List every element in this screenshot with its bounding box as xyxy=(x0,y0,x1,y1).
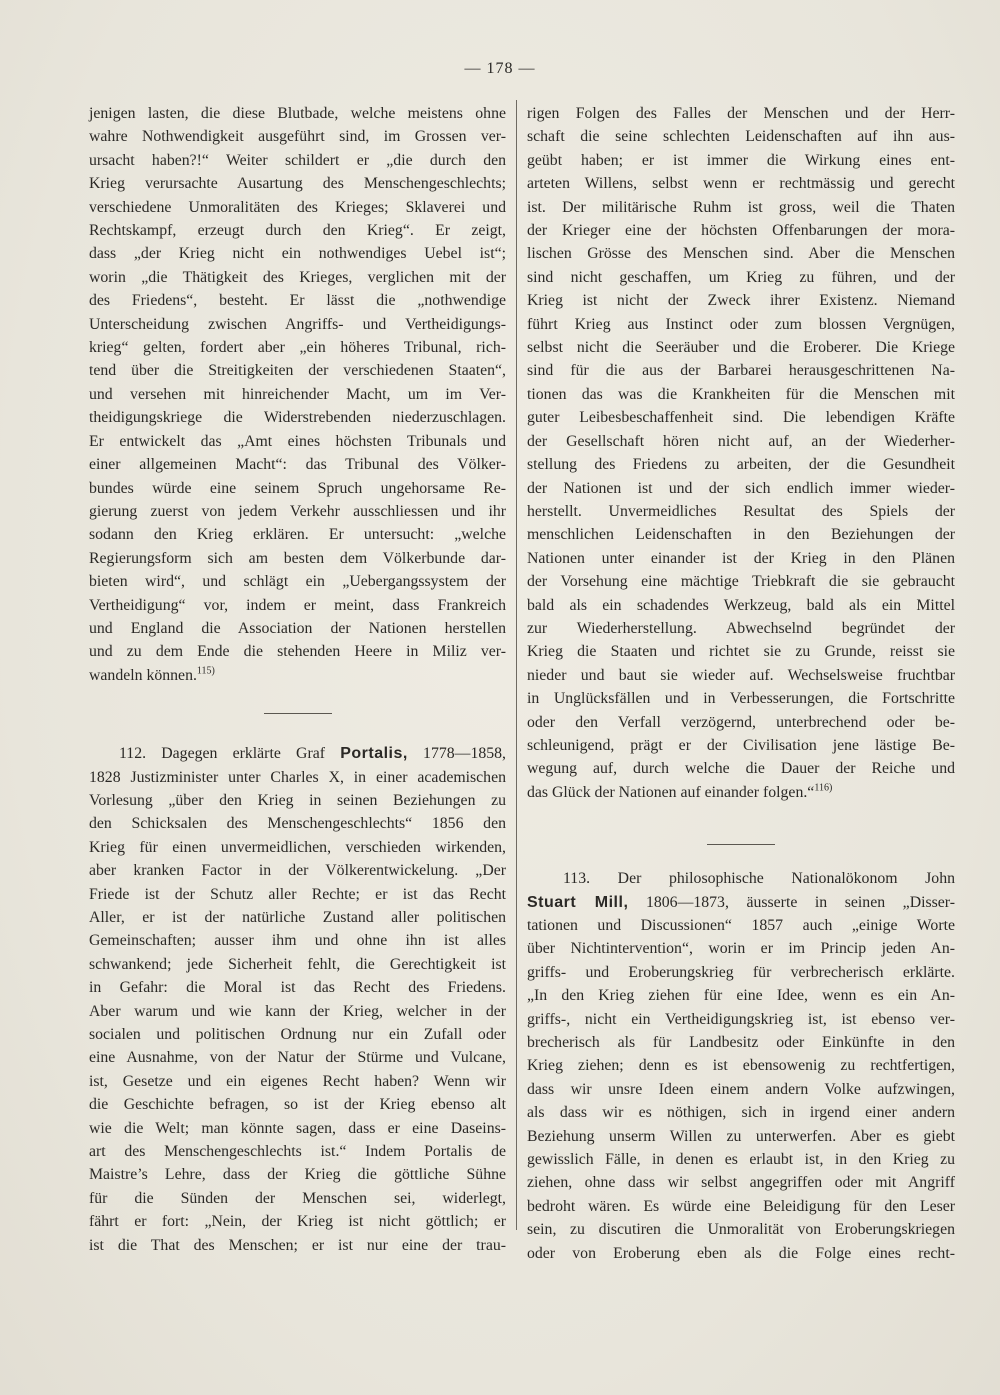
text-line: des Friedens“, besteht. Er lässt die „nothwendige xyxy=(89,292,506,310)
paragraph-112 xyxy=(89,766,506,1258)
text-line: Krieg ziehen; denn es ist ebensowenig zu rechtfertigen, xyxy=(527,1057,955,1075)
text-line: nieder und baut sie wieder auf. Wechselsweise fruchtbar xyxy=(527,666,955,684)
text-line: führt Krieg aus Instinct oder zum blossen Vergnügen, xyxy=(527,315,955,333)
text-line: krieg“ gelten, fordert aber „ein höheres Tribunal, rich- xyxy=(89,339,506,357)
text-line: Krieg für einen unvermeidlichen, verschieden wirkenden, xyxy=(89,838,506,856)
line-text: 1806—1873, äusserte in seinen „Disser- xyxy=(628,893,955,911)
text-line: Krieg verursachte Ausartung des Menschengeschlechts; xyxy=(89,175,506,193)
text-line: Vertheidigung“ vor, indem er meint, dass Frankreich xyxy=(89,596,506,614)
text-line: als dass wir es nöthigen, sich in irgend einer andern xyxy=(527,1104,955,1122)
text-line: wahre Nothwendigkeit ausgeführt sind, im Grossen ver- xyxy=(89,128,506,146)
text-line: Maistre’s Lehre, dass der Krieg die göttliche Sühne xyxy=(89,1166,506,1184)
person-name-portalis: Portalis, xyxy=(340,745,408,763)
text-line: theidigungskriege die Widerstrebenden niederzuschlagen. xyxy=(89,409,506,427)
text-line: schwankend; jede Sicherheit fehlt, die Gerechtigkeit ist xyxy=(89,955,506,973)
text-line: tionen das was die Krankheiten für die Menschen mit xyxy=(527,385,955,403)
text-line: „In den Krieg ziehen für eine Idee, wenn es ein An- xyxy=(527,987,955,1005)
text-line: ist, Gesetze und ein eigenes Recht haben? Wenn wir xyxy=(89,1072,506,1090)
person-name-stuart-mill: Stuart Mill, xyxy=(527,893,629,911)
text-line: bieten wird“, und schlägt ein „Uebergangssystem der xyxy=(89,573,506,591)
text-line: über Nichtintervention“, worin er im Princip jeden An- xyxy=(527,940,955,958)
text-line: gewisslich Fälle, in denen es erlaubt ist, in den Krieg zu xyxy=(527,1151,955,1169)
text-line: geübt haben; er ist immer die Wirkung eines ent- xyxy=(527,151,955,169)
section-divider xyxy=(707,844,775,845)
text-line xyxy=(527,781,955,804)
text-line xyxy=(527,891,955,914)
text-line: tationen und Discussionen“ 1857 auch „einige Worte xyxy=(527,917,955,934)
text-line: art des Menschengeschlechts ist.“ Indem Portalis de xyxy=(89,1143,506,1161)
page-number: — 178 — xyxy=(464,60,536,77)
paragraph-113-heading-line: 113. Der philosophische Nationalökonom John xyxy=(563,870,955,888)
text-line: ist die That des Menschen; er ist nur eine der trau- xyxy=(89,1236,506,1254)
text-line xyxy=(89,664,506,687)
text-line: tend über die Streitigkeiten der verschiedenen Staaten“, xyxy=(89,362,506,380)
text-line: der Nationen ist und der sich endlich immer wieder- xyxy=(527,479,955,497)
text-line: sind für die aus der Barbarei herausgeschrittenen Na- xyxy=(527,362,955,380)
text-line: zur Wiederherstellung. Abwechselnd begründet der xyxy=(527,619,955,637)
text-line: und versehen mit hinreichender Macht, um im Ver- xyxy=(89,385,506,403)
text-line: schleunigend, prägt er der Civilisation jene lästige Be- xyxy=(527,736,955,754)
text-line: wegung auf, durch welche die Dauer der Reiche und xyxy=(527,760,955,778)
text-line: Er entwickelt das „Amt eines höchsten Tribunals und xyxy=(89,432,506,450)
text-line: worin „die Thätigkeit des Krieges, verglichen mit der xyxy=(89,268,506,286)
column-divider xyxy=(516,100,517,1230)
left-column xyxy=(89,102,506,1257)
text-line: fährt er fort: „Nein, der Krieg ist nicht göttlich; er xyxy=(89,1213,506,1231)
text-line: einer allgemeinen Macht“: das Tribunal des Völker- xyxy=(89,456,506,474)
text-line: in Unglücksfällen und in Verbesserungen, die Fortschritte xyxy=(527,690,955,708)
text-line: Vorlesung „über den Krieg in seinen Beziehungen zu xyxy=(89,791,506,809)
paragraph-113 xyxy=(527,914,955,1265)
text-line: Rechtskampf, erzeugt durch den Krieg“. Er zeigt, xyxy=(89,222,506,240)
paragraph-112-continued xyxy=(527,102,955,781)
text-line: arteten Willens, selbst wenn er rechtmässig und gerecht xyxy=(527,175,955,193)
text-line: stellung des Friedens zu arbeiten, der die Gesundheit xyxy=(527,456,955,474)
text-line: bundes würde eine seinem Spruch ungehorsame Re- xyxy=(89,479,506,497)
text-line: und England die Association der Nationen herstellen xyxy=(89,619,506,637)
text-line: socialen und politischen Ordnung nur ein Zufall oder xyxy=(89,1026,506,1044)
text-line: menschlichen Leidenschaften in den Beziehungen der xyxy=(527,526,955,544)
paragraph-112-heading-line xyxy=(89,742,506,765)
text-line: bedroht wären. Es würde eine Beleidigung für den Leser xyxy=(527,1197,955,1215)
text-line: Beziehung unserm Willen zu unterwerfen. Aber es giebt xyxy=(527,1127,955,1145)
text-line: eine Ausnahme, von der Natur der Stürme und Vulcane, xyxy=(89,1049,506,1067)
text-line: griffs-, nicht ein Vertheidigungskrieg ist, ist ebenso ver- xyxy=(527,1010,955,1028)
text-line: griffs- und Eroberungskrieg für verbrecherisch erklärte. xyxy=(527,963,955,981)
text-line: Regierungsform sich am besten dem Völkerbunde dar- xyxy=(89,549,506,567)
text-line: der Vorsehung eine mächtige Triebkraft die sie gebraucht xyxy=(527,573,955,591)
text-line: ist. Der militärische Ruhm ist gross, weil die Thaten xyxy=(527,198,955,216)
text-line: brecherisch als für Landbesitz oder Einkünfte in den xyxy=(527,1034,955,1052)
text-line: bald als ein schadendes Werkzeug, bald als ein Mittel xyxy=(527,596,955,614)
text-line: verschiedene Unmoralitäten des Krieges; Sklaverei und xyxy=(89,198,506,216)
text-line: lischen Grösse des Menschen sind. Aber die Menschen xyxy=(527,245,955,263)
text-line: schaft die seine schlechten Leidenschaften auf ihn aus- xyxy=(527,128,955,146)
text-line: Aller, er ist der natürliche Zustand aller politischen xyxy=(89,909,506,926)
line-text: 1778—1858, xyxy=(407,745,506,763)
text-line: selbst nicht die Seeräuber und die Eroberer. Die Kriege xyxy=(527,339,955,357)
text-line: der Gesellschaft hören nicht auf, an der Wiederher- xyxy=(527,432,955,450)
text-line: Aber warum und wie kann der Krieg, welcher in der xyxy=(89,1002,506,1020)
text-line: oder den Verfall verzögernd, unterbrechend oder be- xyxy=(527,713,955,731)
text-line: dass wir unsre Ideen einem andern Volke aufzwingen, xyxy=(527,1080,955,1098)
text-line: und zu dem Ende die stehenden Heere in Miliz ver- xyxy=(89,643,506,661)
text-line: 1828 Justizminister unter Charles X, in einer academischen xyxy=(89,768,506,786)
text-line: in Gefahr: die Moral ist das Recht des Friedens. xyxy=(89,979,506,997)
text-line: rigen Folgen des Falles der Menschen und der Herr- xyxy=(527,105,955,122)
text-line: wie die Welt; man könnte sagen, dass er eine Daseins- xyxy=(89,1119,506,1137)
line-text: wandeln können. xyxy=(89,666,197,684)
text-line: sind nicht geschaffen, um Krieg zu führen, und der xyxy=(527,268,955,286)
text-line: Krieg die Staaten und richtet sie zu Grunde, reisst sie xyxy=(527,643,955,661)
text-line: sein, zu discutiren die Unmoralität von Eroberungskriegen xyxy=(527,1221,955,1239)
text-line: guter Leibesbeschaffenheit sind. Die lebendigen Kräfte xyxy=(527,409,955,427)
paragraph-111-continued xyxy=(89,102,506,664)
text-line: Friede ist der Schutz aller Rechte; er ist das Recht xyxy=(89,885,506,903)
text-line: aber kranken Factor in der Völkerentwickelung. „Der xyxy=(89,862,506,880)
text-line: Nationen unter einander ist der Krieg in den Plänen xyxy=(527,549,955,567)
text-line: Krieg ist nicht der Zweck ihrer Existenz. Niemand xyxy=(527,292,955,310)
text-line: herstellt. Unvermeidliches Resultat des Spiels der xyxy=(527,502,955,520)
text-line: ursacht haben?!“ Weiter schildert er „die durch den xyxy=(89,151,506,169)
section-divider xyxy=(264,713,332,714)
text-line: jenigen lasten, die diese Blutbade, welche meistens ohne xyxy=(89,105,506,122)
text-line: oder von Eroberung eben als die Folge eines recht- xyxy=(527,1244,955,1262)
text-line: für die Sünden der Menschen sei, widerlegt, xyxy=(89,1189,506,1207)
footnote-ref: 116) xyxy=(814,782,833,794)
text-line: sodann den Krieg erklären. Er untersucht: „welche xyxy=(89,526,506,544)
text-line: ziehen, ohne dass wir selbst angegriffen oder mit Angriff xyxy=(527,1174,955,1192)
footnote-ref: 115) xyxy=(196,665,215,677)
text-line: gierung zuerst von jedem Verkehr ausschliessen und ihr xyxy=(89,502,506,520)
line-text: das Glück der Nationen auf einander folgen.“ xyxy=(527,783,815,801)
right-column xyxy=(527,102,955,1265)
text-line: die Geschichte befragen, so ist der Krieg ebenso alt xyxy=(89,1096,506,1114)
line-text: 112. Dagegen erklärte Graf xyxy=(119,745,341,763)
text-line: Unterscheidung zwischen Angriffs- und Vertheidigungs- xyxy=(89,315,506,333)
text-line: der Krieger eine der höchsten Offenbarungen der mora- xyxy=(527,222,955,240)
text-line: den Schicksalen des Menschengeschlechts“ 1856 den xyxy=(89,815,506,833)
text-line: dass „der Krieg nicht ein nothwendiges Uebel ist“; xyxy=(89,245,506,263)
text-line: Gemeinschaften; ausser ihm und ohne ihn ist alles xyxy=(89,932,506,950)
